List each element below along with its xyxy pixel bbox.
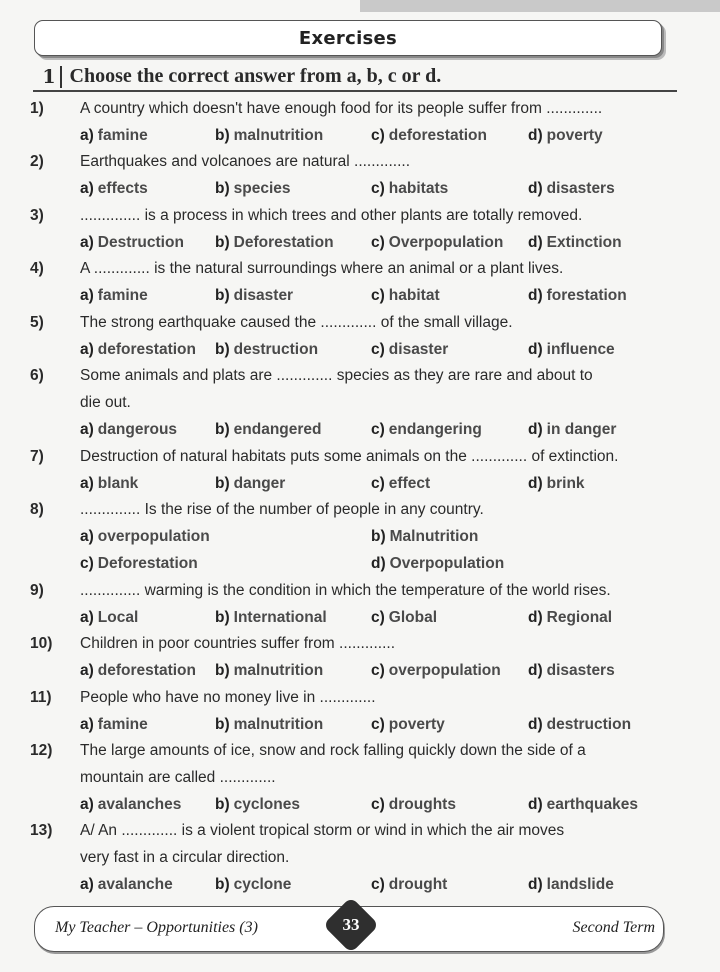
answer-option[interactable] — [80, 336, 196, 363]
option-letter: c) — [371, 127, 385, 144]
option-text: habitat — [388, 287, 440, 304]
option-text: dangerous — [97, 421, 178, 438]
option-text: species — [233, 180, 291, 197]
option-letter: d) — [528, 609, 543, 626]
answer-option[interactable] — [528, 470, 585, 497]
answer-option[interactable] — [528, 416, 616, 443]
option-text: landslide — [546, 876, 614, 893]
option-text: disasters — [546, 662, 615, 679]
section-divider — [60, 66, 62, 88]
option-letter: d) — [528, 876, 543, 893]
option-letter: b) — [215, 796, 230, 813]
option-text: avalanches — [97, 796, 182, 813]
option-text: danger — [233, 475, 286, 492]
answer-option[interactable] — [528, 282, 627, 309]
question-number: 5) — [30, 314, 44, 331]
option-text: Deforestation — [233, 234, 334, 251]
question-line: Children in poor countries suffer from ............. — [80, 635, 396, 652]
option-letter: d) — [528, 475, 543, 492]
question-number: 13) — [30, 822, 53, 839]
book-title: My Teacher – Opportunities (3) — [55, 919, 258, 936]
answer-option[interactable] — [215, 871, 291, 898]
answer-options — [80, 122, 680, 148]
question-text — [80, 817, 678, 871]
question-number: 11) — [30, 689, 52, 706]
question-line: A country which doesn't have enough food for its people suffer from ............. — [80, 100, 603, 117]
section-title: Choose the correct answer from a, b, c or d. — [69, 65, 442, 87]
answer-option[interactable] — [528, 175, 615, 202]
option-text: disaster — [233, 287, 294, 304]
answer-option[interactable] — [371, 470, 430, 497]
option-letter: b) — [371, 528, 386, 545]
section-number: 1 — [42, 66, 56, 88]
answer-option[interactable] — [528, 657, 615, 684]
section-underline — [33, 90, 677, 92]
question-line: .............. is a process in which trees and other plants are totally removed. — [80, 207, 583, 224]
option-letter: b) — [215, 662, 230, 679]
question-line: .............. Is the rise of the number of people in any country. — [80, 501, 484, 518]
answer-options — [80, 711, 680, 737]
option-letter: d) — [371, 555, 386, 572]
answer-options — [80, 604, 680, 630]
option-letter: b) — [215, 180, 230, 197]
option-text: malnutrition — [233, 662, 324, 679]
answer-option[interactable] — [215, 122, 323, 149]
option-text: famine — [97, 716, 148, 733]
question-number: 9) — [30, 582, 44, 599]
question-text — [80, 362, 678, 416]
option-letter: a) — [80, 662, 94, 679]
question-text — [80, 684, 678, 711]
answer-options — [80, 657, 680, 683]
option-text: endangering — [388, 421, 482, 438]
option-text: Regional — [546, 609, 613, 626]
answer-option[interactable] — [371, 336, 448, 363]
option-letter: b) — [215, 716, 230, 733]
question-text — [80, 148, 678, 175]
answer-option[interactable] — [215, 657, 323, 684]
option-text: blank — [97, 475, 139, 492]
question-line: People who have no money live in ............. — [80, 689, 376, 706]
option-letter: b) — [215, 234, 230, 251]
question-line: die out. — [80, 394, 131, 411]
answer-options — [80, 791, 680, 817]
option-letter: d) — [528, 662, 543, 679]
option-text: brink — [546, 475, 585, 492]
answer-option[interactable] — [528, 122, 603, 149]
question-number: 6) — [30, 367, 44, 384]
option-text: deforestation — [97, 662, 196, 679]
question-text — [80, 630, 678, 657]
option-letter: b) — [215, 341, 230, 358]
option-letter: a) — [80, 609, 94, 626]
option-letter: a) — [80, 876, 94, 893]
answer-option[interactable] — [215, 229, 334, 256]
answer-options — [80, 523, 680, 549]
answer-option[interactable] — [80, 175, 148, 202]
answer-option[interactable] — [371, 550, 504, 577]
answer-option[interactable] — [215, 416, 322, 443]
question-line: mountain are called ............. — [80, 769, 276, 786]
exercises-title-box — [34, 20, 662, 56]
option-text: influence — [546, 341, 615, 358]
answer-option[interactable] — [215, 791, 300, 818]
answer-option[interactable] — [528, 336, 615, 363]
question-text — [80, 255, 678, 282]
question-line: very fast in a circular direction. — [80, 849, 290, 866]
option-letter: a) — [80, 421, 94, 438]
option-letter: b) — [215, 421, 230, 438]
page-title: Exercises — [298, 27, 398, 49]
option-text: malnutrition — [233, 716, 324, 733]
question-text — [80, 202, 678, 229]
answer-options — [80, 470, 680, 496]
option-letter: c) — [371, 341, 385, 358]
option-text: effect — [388, 475, 431, 492]
option-text: disasters — [546, 180, 615, 197]
answer-option[interactable] — [80, 711, 148, 738]
option-letter: c) — [371, 475, 385, 492]
question-number: 10) — [30, 635, 53, 652]
option-text: forestation — [546, 287, 627, 304]
answer-option[interactable] — [371, 122, 487, 149]
option-text: overpopulation — [97, 528, 210, 545]
answer-option[interactable] — [371, 791, 456, 818]
answer-option[interactable] — [371, 282, 440, 309]
option-text: malnutrition — [233, 127, 324, 144]
question-number: 2) — [30, 153, 44, 170]
question-line: .............. warming is the condition in which the temperature of the world rises. — [80, 582, 611, 599]
answer-options — [80, 175, 680, 201]
question-text — [80, 496, 678, 523]
answer-options — [80, 336, 680, 362]
option-letter: d) — [528, 421, 543, 438]
answer-option[interactable] — [80, 871, 173, 898]
option-text: effects — [97, 180, 148, 197]
option-letter: c) — [80, 555, 94, 572]
option-text: disaster — [388, 341, 449, 358]
option-text: Destruction — [97, 234, 184, 251]
question-number: 8) — [30, 501, 44, 518]
answer-option[interactable] — [80, 604, 138, 631]
option-text: famine — [97, 127, 148, 144]
answer-option[interactable] — [371, 229, 503, 256]
option-letter: c) — [371, 421, 385, 438]
question-text — [80, 309, 678, 336]
option-letter: c) — [371, 876, 385, 893]
option-letter: a) — [80, 127, 94, 144]
option-letter: d) — [528, 287, 543, 304]
option-letter: a) — [80, 716, 94, 733]
option-letter: c) — [371, 716, 385, 733]
top-shade-bar — [360, 0, 720, 12]
answer-option[interactable] — [528, 871, 614, 898]
question-number: 3) — [30, 207, 44, 224]
option-letter: d) — [528, 234, 543, 251]
answer-option[interactable] — [80, 282, 148, 309]
question-number: 12) — [30, 742, 53, 759]
answer-option[interactable] — [528, 711, 631, 738]
question-line: A/ An ............. is a violent tropical storm or wind in which the air moves — [80, 822, 565, 839]
option-letter: d) — [528, 180, 543, 197]
answer-option[interactable] — [215, 175, 291, 202]
option-text: Malnutrition — [389, 528, 479, 545]
page-number: 33 — [342, 915, 360, 934]
question-number: 4) — [30, 260, 44, 277]
question-number: 1) — [30, 100, 44, 117]
answer-option[interactable] — [528, 229, 622, 256]
answer-options — [80, 229, 680, 255]
option-text: Extinction — [546, 234, 622, 251]
answer-options — [80, 416, 680, 442]
question-text — [80, 95, 678, 122]
question-text — [80, 443, 678, 470]
option-text: deforestation — [97, 341, 196, 358]
answer-option[interactable] — [80, 229, 184, 256]
option-letter: c) — [371, 180, 385, 197]
option-letter: c) — [371, 234, 385, 251]
option-text: poverty — [388, 716, 445, 733]
answer-option[interactable] — [80, 657, 196, 684]
answer-option[interactable] — [215, 470, 285, 497]
page-footer — [34, 906, 664, 952]
question-number: 7) — [30, 448, 44, 465]
option-text: famine — [97, 287, 148, 304]
answer-options — [80, 282, 680, 308]
option-text: Overpopulation — [389, 555, 505, 572]
option-letter: c) — [371, 662, 385, 679]
option-text: earthquakes — [546, 796, 638, 813]
option-letter: a) — [80, 341, 94, 358]
question-text — [80, 737, 678, 791]
option-text: destruction — [546, 716, 632, 733]
answer-option[interactable] — [371, 711, 445, 738]
answer-option[interactable] — [215, 604, 327, 631]
question-line: The large amounts of ice, snow and rock falling quickly down the side of a — [80, 742, 586, 759]
option-letter: b) — [215, 876, 230, 893]
answer-option[interactable] — [371, 657, 501, 684]
option-letter: b) — [215, 475, 230, 492]
answer-option[interactable] — [528, 604, 612, 631]
answer-option[interactable] — [215, 711, 323, 738]
option-text: habitats — [388, 180, 449, 197]
option-text: cyclone — [233, 876, 292, 893]
option-letter: a) — [80, 475, 94, 492]
section-heading — [38, 62, 678, 88]
option-letter: d) — [528, 341, 543, 358]
answer-options — [80, 550, 680, 576]
term-label: Second Term — [572, 919, 655, 936]
option-text: Deforestation — [97, 555, 198, 572]
option-text: endangered — [233, 421, 322, 438]
option-letter: a) — [80, 180, 94, 197]
option-text: deforestation — [388, 127, 487, 144]
option-letter: c) — [371, 287, 385, 304]
option-letter: b) — [215, 127, 230, 144]
option-text: avalanche — [97, 876, 173, 893]
option-text: Overpopulation — [388, 234, 504, 251]
answer-option[interactable] — [371, 871, 447, 898]
option-text: International — [233, 609, 327, 626]
option-letter: d) — [528, 127, 543, 144]
option-text: overpopulation — [388, 662, 501, 679]
option-text: Global — [388, 609, 438, 626]
question-line: A ............. is the natural surroundings where an animal or a plant lives. — [80, 260, 564, 277]
option-letter: d) — [528, 716, 543, 733]
question-line: Earthquakes and volcanoes are natural ............. — [80, 153, 410, 170]
answer-option[interactable] — [528, 791, 638, 818]
question-line: Some animals and plats are ............. species as they are rare and about to — [80, 367, 593, 384]
answer-option[interactable] — [215, 336, 318, 363]
answer-option[interactable] — [371, 416, 482, 443]
answer-option[interactable] — [80, 122, 148, 149]
option-text: destruction — [233, 341, 319, 358]
answer-option[interactable] — [371, 604, 437, 631]
answer-option[interactable] — [215, 282, 293, 309]
answer-option[interactable] — [80, 470, 138, 497]
question-line: Destruction of natural habitats puts some animals on the ............. of extinction. — [80, 448, 619, 465]
option-text: drought — [388, 876, 448, 893]
answer-option[interactable] — [80, 791, 181, 818]
option-letter: b) — [215, 609, 230, 626]
option-text: Local — [97, 609, 139, 626]
option-text: in danger — [546, 421, 617, 438]
option-text: poverty — [546, 127, 603, 144]
option-letter: a) — [80, 528, 94, 545]
answer-option[interactable] — [80, 523, 210, 550]
option-letter: d) — [528, 796, 543, 813]
question-text — [80, 577, 678, 604]
option-letter: a) — [80, 287, 94, 304]
option-text: droughts — [388, 796, 456, 813]
option-letter: a) — [80, 234, 94, 251]
answer-option[interactable] — [80, 416, 177, 443]
answer-option[interactable] — [371, 175, 448, 202]
option-letter: c) — [371, 796, 385, 813]
option-letter: c) — [371, 609, 385, 626]
answer-options — [80, 871, 680, 897]
option-letter: a) — [80, 796, 94, 813]
answer-option[interactable] — [371, 523, 478, 550]
answer-option[interactable] — [80, 550, 198, 577]
option-letter: b) — [215, 287, 230, 304]
option-text: cyclones — [233, 796, 300, 813]
question-line: The strong earthquake caused the ............. of the small village. — [80, 314, 513, 331]
